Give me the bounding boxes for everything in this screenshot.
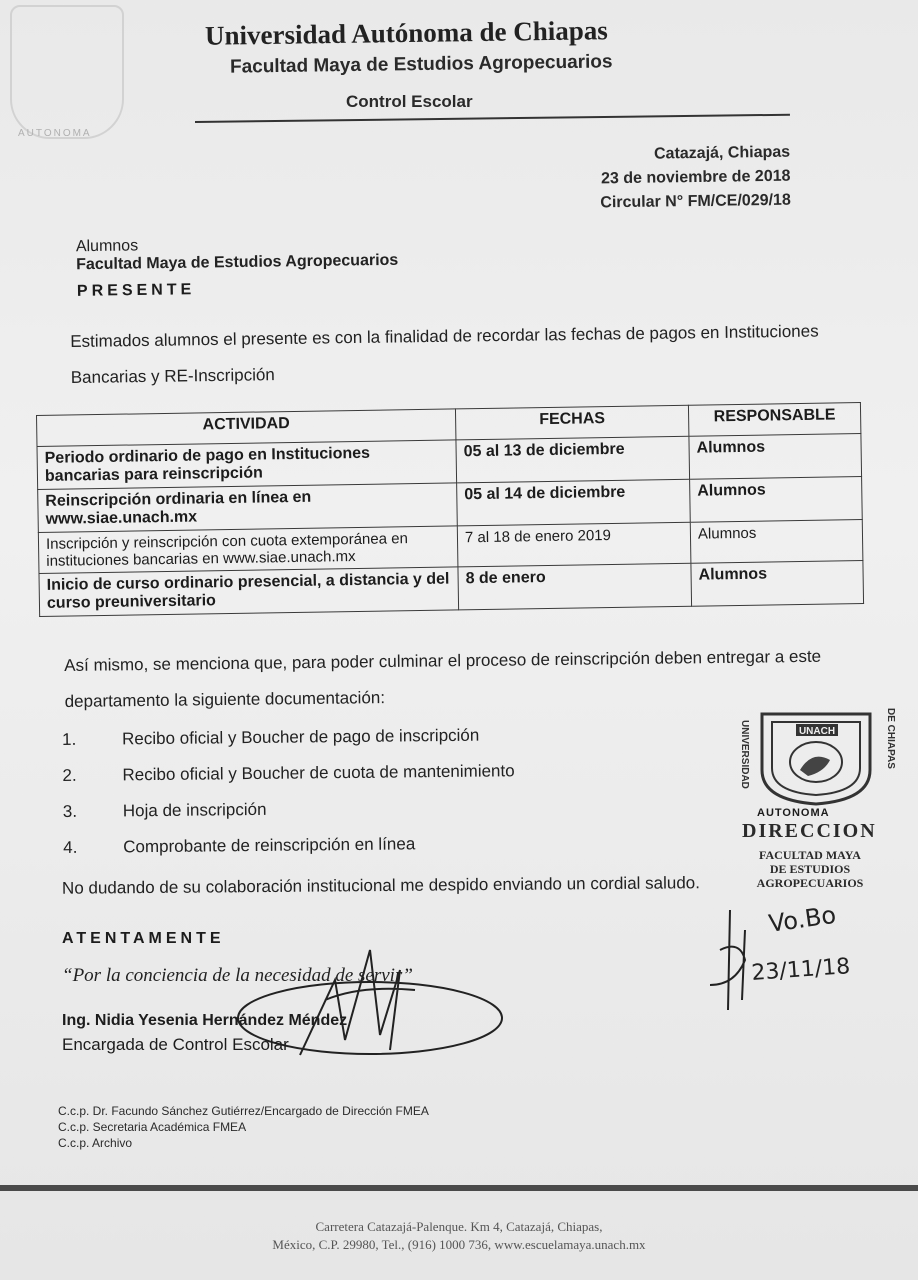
circular-number: Circular N° FM/CE/029/18 [599, 191, 791, 212]
faculty-title: Facultad Maya de Estudios Agropecuarios [229, 51, 613, 78]
cell-responsable: Alumnos [690, 477, 863, 523]
list-item [62, 761, 515, 802]
list-item [63, 833, 516, 874]
vobo-text: Vo.Bo [766, 900, 838, 938]
stamp-side-left: UNIVERSIDAD [739, 720, 750, 789]
activities-table [36, 402, 864, 617]
office-title: Control Escolar [346, 92, 473, 111]
cc-item: C.c.p. Archivo [58, 1136, 133, 1150]
signer-role: Encargada de Control Escolar [62, 1035, 289, 1054]
list-item [63, 797, 516, 838]
cc-item: C.c.p. Dr. Facundo Sánchez Gutiérrez/Encargado de Dirección FMEA [58, 1104, 429, 1118]
stamp-side-right: DE CHIAPAS [885, 708, 896, 769]
atentamente: ATENTAMENTE [62, 930, 225, 947]
closing-sentence: No dudando de su colaboración institucional me despido enviando un cordial saludo. [61, 873, 701, 898]
university-title: Universidad Autónoma de Chiapas [204, 15, 609, 51]
stamp-direction: DIRECCION [742, 820, 877, 842]
cell-fechas: 8 de enero [458, 563, 692, 610]
greeting: PRESENTE [76, 281, 196, 300]
list-number: 1. [62, 729, 77, 749]
place: Catazajá, Chiapas [653, 143, 790, 163]
documents-list [62, 725, 516, 874]
list-number: 3. [62, 801, 78, 821]
approval-date-text: 23/11/18 [750, 954, 851, 986]
list-number: 4. [63, 837, 78, 857]
list-text: Recibo oficial y Boucher de pago de inscripción [121, 725, 480, 749]
cell-actividad: Inscripción y reinscripción con cuota extemporánea en instituciones bancarias en www.siae.unach.mx [38, 526, 458, 574]
recipient-line-2: Facultad Maya de Estudios Agropecuarios [76, 251, 399, 274]
handwritten-approval [690, 890, 890, 1040]
header-responsable: RESPONSABLE [688, 403, 860, 437]
cell-actividad: Reinscripción ordinaria en línea en www.siae.unach.mx [38, 483, 458, 533]
cell-actividad: Inicio de curso ordinario presencial, a distancia y del curso preuniversitario [39, 567, 459, 617]
list-item [62, 725, 515, 766]
stamp-faculty-line-2: DE ESTUDIOS AGROPECUARIOS [756, 862, 864, 890]
footer-line-2: México, C.P. 29980, Tel., (916) 1000 736, www.escuelamaya.unach.mx [272, 1237, 646, 1252]
cell-responsable: Alumnos [690, 520, 863, 564]
university-logo-watermark [10, 5, 124, 139]
list-text: Recibo oficial y Boucher de cuota de mantenimiento [122, 761, 515, 785]
cell-fechas: 05 al 14 de diciembre [457, 479, 691, 526]
stamp-bottom-text: AUTONOMA [757, 807, 830, 819]
cell-responsable: Alumnos [691, 561, 864, 607]
header-divider [195, 114, 790, 123]
cell-responsable: Alumnos [689, 434, 862, 480]
document-meta [599, 141, 790, 216]
institutional-motto: “Por la conciencia de la necesidad de servir” [62, 965, 413, 986]
date: 23 de noviembre de 2018 [600, 167, 791, 188]
recipient-block [76, 234, 399, 274]
header-actividad: ACTIVIDAD [37, 409, 456, 447]
footer-address [0, 1218, 918, 1254]
intro-paragraph: Estimados alumnos el presente es con la finalidad de recordar las fechas de pagos en Instituciones Bancarias y RE-Inscripción [70, 321, 819, 387]
cell-actividad: Periodo ordinario de pago en Instituciones bancarias para reinscripción [37, 440, 457, 490]
list-number: 2. [62, 765, 77, 785]
cell-fechas: 05 al 13 de diciembre [456, 436, 690, 483]
signer-name: Ing. Nidia Yesenia Hernández Méndez [62, 1012, 348, 1029]
footer-line-1: Carretera Catazajá-Palenque. Km 4, Catazajá, Chiapas, [315, 1219, 603, 1234]
cc-item: C.c.p. Secretaria Académica FMEA [58, 1120, 247, 1134]
recipient-line-1: Alumnos [75, 237, 139, 256]
cell-fechas: 7 al 18 de enero 2019 [457, 522, 691, 567]
carbon-copy-list [58, 1103, 429, 1151]
stamp-center-text: UNACH [798, 726, 836, 737]
list-text: Comprobante de reinscripción en línea [123, 834, 416, 857]
stamp-faculty-line-1: FACULTAD MAYA [759, 848, 861, 862]
stamp-faculty [735, 848, 885, 890]
footer-divider [0, 1185, 918, 1191]
list-text: Hoja de inscripción [122, 799, 267, 821]
documentation-paragraph: Así mismo, se menciona que, para poder culminar el proceso de reinscripción deben entregar a este departamento la siguiente documentación: [64, 646, 822, 711]
header-fechas: FECHAS [455, 405, 688, 440]
logo-watermark-text: AUTONOMA [18, 128, 92, 139]
